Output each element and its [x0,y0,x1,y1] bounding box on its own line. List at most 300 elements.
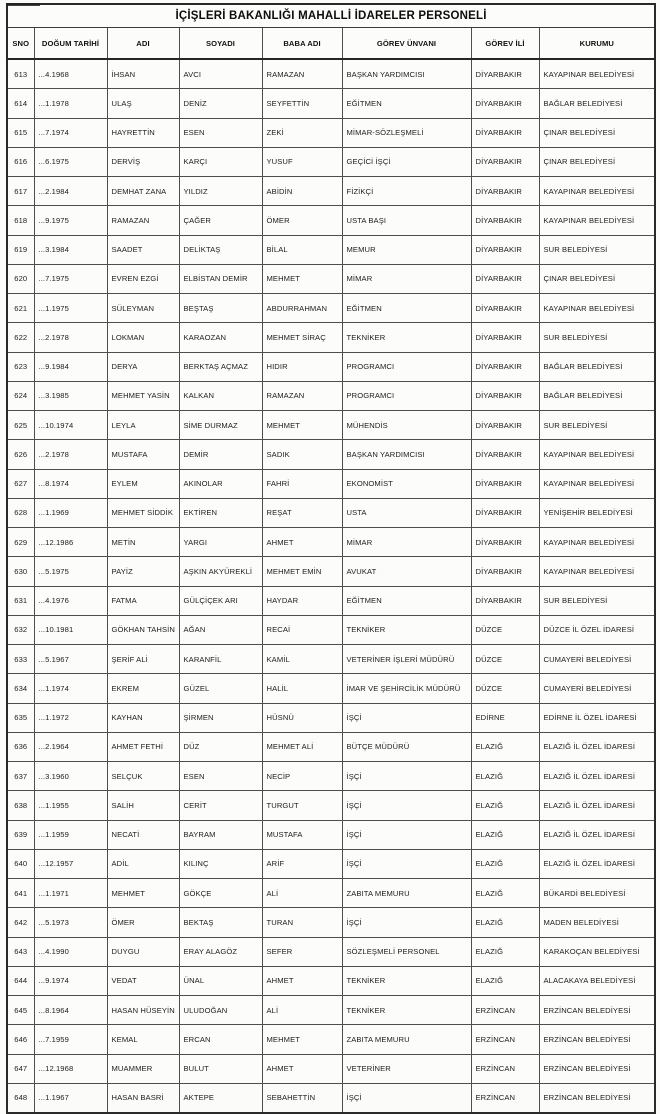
cell-sno: 644 [7,966,34,995]
cell-kurumu: KAYAPINAR BELEDİYESİ [539,294,655,323]
cell-soyadi: KARÇI [179,147,262,176]
cell-dogum-tarihi: ...9.1974 [34,966,107,995]
table-row [7,469,655,498]
cell-baba-adi: SADIK [262,440,342,469]
cell-baba-adi: AHMET [262,1054,342,1083]
cell-sno: 646 [7,1025,34,1054]
cell-adi: VEDAT [107,966,179,995]
cell-dogum-tarihi: ...5.1967 [34,645,107,674]
cell-baba-adi: HÜSNÜ [262,703,342,732]
cell-gorev-ili: DİYARBAKIR [471,352,539,381]
cell-soyadi: BEKTAŞ [179,908,262,937]
cell-dogum-tarihi: ...8.1964 [34,996,107,1025]
cell-adi: AHMET FETHİ [107,732,179,761]
cell-soyadi: ESEN [179,118,262,147]
cell-gorev-unvani: MİMAR [342,264,471,293]
cell-dogum-tarihi: ...1.1955 [34,791,107,820]
cell-sno: 624 [7,381,34,410]
cell-sno: 639 [7,820,34,849]
cell-adi: DERYA [107,352,179,381]
table-row [7,381,655,410]
cell-kurumu: BAĞLAR BELEDİYESİ [539,89,655,118]
cell-gorev-ili: ELAZIĞ [471,791,539,820]
cell-soyadi: EKTİREN [179,498,262,527]
cell-adi: HAYRETTİN [107,118,179,147]
cell-gorev-ili: DİYARBAKIR [471,118,539,147]
table-row [7,411,655,440]
cell-sno: 632 [7,615,34,644]
cell-soyadi: BAYRAM [179,820,262,849]
cell-gorev-unvani: TEKNİKER [342,996,471,1025]
cell-gorev-ili: DİYARBAKIR [471,264,539,293]
cell-adi: EYLEM [107,469,179,498]
cell-dogum-tarihi: ...4.1976 [34,586,107,615]
cell-adi: MEHMET [107,879,179,908]
cell-gorev-ili: DÜZCE [471,615,539,644]
page-title: İÇİŞLERİ BAKANLIĞI MAHALLİ İDARELER PERSONELİ [7,4,655,28]
cell-soyadi: GÜZEL [179,674,262,703]
cell-dogum-tarihi: ...1.1967 [34,1083,107,1113]
cell-gorev-unvani: MİMAR-SÖZLEŞMELİ [342,118,471,147]
cell-gorev-unvani: MİMAR [342,528,471,557]
cell-gorev-unvani: EKONOMİST [342,469,471,498]
cell-kurumu: ERZİNCAN BELEDİYESİ [539,1054,655,1083]
cell-gorev-unvani: AVUKAT [342,557,471,586]
cell-kurumu: ERZİNCAN BELEDİYESİ [539,996,655,1025]
table-row [7,235,655,264]
column-header-gorev-unvani: GÖREV ÜNVANI [342,28,471,60]
cell-kurumu: KAYAPINAR BELEDİYESİ [539,59,655,89]
cell-kurumu: ELAZIĞ İL ÖZEL İDARESİ [539,762,655,791]
table-row [7,615,655,644]
cell-gorev-ili: DİYARBAKIR [471,323,539,352]
cell-soyadi: DELİKTAŞ [179,235,262,264]
cell-kurumu: KAYAPINAR BELEDİYESİ [539,440,655,469]
cell-adi: LOKMAN [107,323,179,352]
cell-kurumu: ELAZIĞ İL ÖZEL İDARESİ [539,820,655,849]
cell-gorev-unvani: FİZİKÇİ [342,177,471,206]
scan-artifact [6,3,40,6]
table-row [7,557,655,586]
table-row [7,674,655,703]
cell-gorev-unvani: TEKNİKER [342,966,471,995]
cell-dogum-tarihi: ...2.1978 [34,440,107,469]
table-row [7,1054,655,1083]
cell-kurumu: KARAKOÇAN BELEDİYESİ [539,937,655,966]
table-body [7,59,655,1113]
cell-baba-adi: HAYDAR [262,586,342,615]
cell-soyadi: KARAOZAN [179,323,262,352]
cell-baba-adi: AHMET [262,528,342,557]
cell-adi: SAADET [107,235,179,264]
cell-gorev-unvani: EĞİTMEN [342,89,471,118]
cell-adi: MEHMET SİDDİK [107,498,179,527]
cell-dogum-tarihi: ...1.1959 [34,820,107,849]
cell-dogum-tarihi: ...9.1984 [34,352,107,381]
cell-baba-adi: ALİ [262,996,342,1025]
cell-baba-adi: REŞAT [262,498,342,527]
cell-gorev-unvani: İMAR VE ŞEHİRCİLİK MÜDÜRÜ [342,674,471,703]
cell-soyadi: ÜNAL [179,966,262,995]
cell-kurumu: ALACAKAYA BELEDİYESİ [539,966,655,995]
cell-kurumu: ÇINAR BELEDİYESİ [539,118,655,147]
cell-sno: 616 [7,147,34,176]
table-row [7,206,655,235]
cell-dogum-tarihi: ...2.1984 [34,177,107,206]
cell-sno: 614 [7,89,34,118]
cell-gorev-ili: DÜZCE [471,645,539,674]
cell-gorev-ili: DİYARBAKIR [471,381,539,410]
cell-baba-adi: MEHMET ALİ [262,732,342,761]
cell-adi: İHSAN [107,59,179,89]
cell-baba-adi: ZEKİ [262,118,342,147]
cell-gorev-unvani: EĞİTMEN [342,294,471,323]
table-row [7,147,655,176]
cell-baba-adi: RAMAZAN [262,381,342,410]
cell-soyadi: YARGI [179,528,262,557]
cell-adi: KEMAL [107,1025,179,1054]
cell-dogum-tarihi: ...3.1985 [34,381,107,410]
cell-dogum-tarihi: ...7.1959 [34,1025,107,1054]
column-header-gorev-ili: GÖREV İLİ [471,28,539,60]
cell-adi: EKREM [107,674,179,703]
cell-adi: DEMHAT ZANA [107,177,179,206]
cell-sno: 637 [7,762,34,791]
cell-adi: ÖMER [107,908,179,937]
cell-sno: 648 [7,1083,34,1113]
cell-gorev-ili: ELAZIĞ [471,762,539,791]
cell-gorev-unvani: VETERİNER [342,1054,471,1083]
cell-dogum-tarihi: ...12.1957 [34,849,107,878]
cell-adi: ADİL [107,849,179,878]
cell-adi: MUAMMER [107,1054,179,1083]
cell-sno: 626 [7,440,34,469]
cell-adi: GÖKHAN TAHSİN [107,615,179,644]
cell-baba-adi: ARİF [262,849,342,878]
cell-adi: LEYLA [107,411,179,440]
cell-soyadi: ÇAĞER [179,206,262,235]
cell-gorev-ili: DİYARBAKIR [471,294,539,323]
cell-dogum-tarihi: ...1.1971 [34,879,107,908]
cell-adi: DUYGU [107,937,179,966]
cell-kurumu: SUR BELEDİYESİ [539,235,655,264]
cell-soyadi: ERCAN [179,1025,262,1054]
cell-gorev-ili: DÜZCE [471,674,539,703]
cell-sno: 631 [7,586,34,615]
column-header-sno: SNO [7,28,34,60]
cell-gorev-ili: ELAZIĞ [471,966,539,995]
table-row [7,440,655,469]
cell-baba-adi: MEHMET [262,1025,342,1054]
cell-gorev-unvani: PROGRAMCI [342,381,471,410]
cell-sno: 643 [7,937,34,966]
cell-baba-adi: MUSTAFA [262,820,342,849]
table-row [7,59,655,89]
table-row [7,177,655,206]
cell-sno: 627 [7,469,34,498]
cell-gorev-ili: ELAZIĞ [471,908,539,937]
cell-kurumu: KAYAPINAR BELEDİYESİ [539,177,655,206]
cell-kurumu: KAYAPINAR BELEDİYESİ [539,469,655,498]
cell-dogum-tarihi: ...9.1975 [34,206,107,235]
cell-gorev-unvani: EĞİTMEN [342,586,471,615]
personnel-table [6,3,656,1114]
table-row [7,89,655,118]
cell-soyadi: BEŞTAŞ [179,294,262,323]
cell-baba-adi: ÖMER [262,206,342,235]
cell-gorev-unvani: TEKNİKER [342,323,471,352]
cell-soyadi: GÖKÇE [179,879,262,908]
cell-baba-adi: TURAN [262,908,342,937]
table-row [7,820,655,849]
cell-dogum-tarihi: ...12.1968 [34,1054,107,1083]
cell-gorev-unvani: MÜHENDİS [342,411,471,440]
cell-soyadi: KALKAN [179,381,262,410]
cell-soyadi: AKINOLAR [179,469,262,498]
cell-gorev-unvani: İŞÇİ [342,703,471,732]
table-row [7,703,655,732]
cell-gorev-unvani: BAŞKAN YARDIMCISI [342,59,471,89]
cell-kurumu: ELAZIĞ İL ÖZEL İDARESİ [539,732,655,761]
cell-dogum-tarihi: ...10.1981 [34,615,107,644]
cell-gorev-unvani: BAŞKAN YARDIMCISI [342,440,471,469]
cell-dogum-tarihi: ...5.1975 [34,557,107,586]
table-row [7,937,655,966]
table-row [7,879,655,908]
cell-sno: 636 [7,732,34,761]
table-row [7,996,655,1025]
cell-gorev-ili: ERZİNCAN [471,1083,539,1113]
cell-baba-adi: ABİDİN [262,177,342,206]
cell-gorev-ili: DİYARBAKIR [471,89,539,118]
cell-baba-adi: MEHMET [262,411,342,440]
cell-gorev-unvani: İŞÇİ [342,908,471,937]
column-header-dogum-tarihi: DOĞUM TARİHİ [34,28,107,60]
cell-sno: 618 [7,206,34,235]
cell-baba-adi: SEYFETTİN [262,89,342,118]
cell-gorev-unvani: İŞÇİ [342,762,471,791]
cell-kurumu: YENİŞEHİR BELEDİYESİ [539,498,655,527]
table-row [7,908,655,937]
cell-dogum-tarihi: ...4.1990 [34,937,107,966]
cell-baba-adi: AHMET [262,966,342,995]
cell-soyadi: YILDIZ [179,177,262,206]
column-headers [7,28,655,60]
cell-adi: HASAN HÜSEYİN [107,996,179,1025]
cell-dogum-tarihi: ...2.1964 [34,732,107,761]
cell-soyadi: DENİZ [179,89,262,118]
cell-soyadi: AŞKIN AKYÜREKLİ [179,557,262,586]
cell-dogum-tarihi: ...1.1974 [34,674,107,703]
cell-kurumu: DÜZCE İL ÖZEL İDARESİ [539,615,655,644]
cell-soyadi: KARANFİL [179,645,262,674]
cell-gorev-ili: EDİRNE [471,703,539,732]
cell-gorev-unvani: PROGRAMCI [342,352,471,381]
cell-soyadi: BULUT [179,1054,262,1083]
table-row [7,498,655,527]
table-row [7,791,655,820]
cell-gorev-ili: DİYARBAKIR [471,147,539,176]
cell-gorev-unvani: TEKNİKER [342,615,471,644]
cell-kurumu: SUR BELEDİYESİ [539,411,655,440]
cell-gorev-ili: DİYARBAKIR [471,557,539,586]
cell-kurumu: BAĞLAR BELEDİYESİ [539,352,655,381]
cell-kurumu: MADEN BELEDİYESİ [539,908,655,937]
cell-soyadi: ERAY ALAGÖZ [179,937,262,966]
cell-gorev-ili: ELAZIĞ [471,937,539,966]
cell-sno: 619 [7,235,34,264]
cell-kurumu: ÇINAR BELEDİYESİ [539,147,655,176]
cell-baba-adi: RECAİ [262,615,342,644]
cell-sno: 641 [7,879,34,908]
table-row [7,586,655,615]
cell-kurumu: SUR BELEDİYESİ [539,323,655,352]
cell-kurumu: ERZİNCAN BELEDİYESİ [539,1083,655,1113]
cell-baba-adi: MEHMET [262,264,342,293]
cell-gorev-ili: ERZİNCAN [471,996,539,1025]
cell-dogum-tarihi: ...6.1975 [34,147,107,176]
cell-soyadi: KILINÇ [179,849,262,878]
cell-gorev-ili: DİYARBAKIR [471,235,539,264]
cell-baba-adi: NECİP [262,762,342,791]
cell-baba-adi: MEHMET SİRAÇ [262,323,342,352]
column-header-baba-adi: BABA ADI [262,28,342,60]
cell-gorev-ili: DİYARBAKIR [471,528,539,557]
cell-kurumu: ELAZIĞ İL ÖZEL İDARESİ [539,849,655,878]
cell-sno: 629 [7,528,34,557]
table-row [7,966,655,995]
cell-adi: SALİH [107,791,179,820]
cell-dogum-tarihi: ...3.1984 [34,235,107,264]
cell-baba-adi: SEBAHETTİN [262,1083,342,1113]
cell-sno: 630 [7,557,34,586]
cell-kurumu: KAYAPINAR BELEDİYESİ [539,206,655,235]
cell-gorev-ili: DİYARBAKIR [471,440,539,469]
cell-dogum-tarihi: ...1.1978 [34,89,107,118]
cell-gorev-unvani: İŞÇİ [342,820,471,849]
cell-baba-adi: RAMAZAN [262,59,342,89]
table-row [7,762,655,791]
cell-soyadi: DEMİR [179,440,262,469]
cell-gorev-unvani: USTA BAŞI [342,206,471,235]
cell-soyadi: DÜZ [179,732,262,761]
cell-dogum-tarihi: ...4.1968 [34,59,107,89]
cell-soyadi: ESEN [179,762,262,791]
cell-adi: METİN [107,528,179,557]
cell-dogum-tarihi: ...7.1975 [34,264,107,293]
cell-dogum-tarihi: ...8.1974 [34,469,107,498]
table-row [7,645,655,674]
cell-dogum-tarihi: ...1.1969 [34,498,107,527]
cell-adi: HASAN BASRİ [107,1083,179,1113]
cell-adi: MEHMET YASİN [107,381,179,410]
cell-dogum-tarihi: ...7.1974 [34,118,107,147]
cell-sno: 635 [7,703,34,732]
cell-gorev-unvani: MEMUR [342,235,471,264]
cell-gorev-unvani: VETERİNER İŞLERİ MÜDÜRÜ [342,645,471,674]
cell-gorev-unvani: İŞÇİ [342,849,471,878]
cell-baba-adi: BİLAL [262,235,342,264]
table-row [7,528,655,557]
cell-sno: 645 [7,996,34,1025]
cell-gorev-unvani: İŞÇİ [342,791,471,820]
cell-gorev-ili: ELAZIĞ [471,732,539,761]
cell-dogum-tarihi: ...1.1975 [34,294,107,323]
cell-baba-adi: ABDURRAHMAN [262,294,342,323]
cell-gorev-ili: DİYARBAKIR [471,59,539,89]
cell-sno: 622 [7,323,34,352]
cell-gorev-ili: ERZİNCAN [471,1054,539,1083]
cell-gorev-unvani: USTA [342,498,471,527]
cell-kurumu: ERZİNCAN BELEDİYESİ [539,1025,655,1054]
cell-gorev-ili: ELAZIĞ [471,820,539,849]
table-row [7,352,655,381]
table-row [7,323,655,352]
cell-baba-adi: MEHMET EMİN [262,557,342,586]
cell-kurumu: ELAZIĞ İL ÖZEL İDARESİ [539,791,655,820]
cell-adi: SÜLEYMAN [107,294,179,323]
cell-sno: 642 [7,908,34,937]
cell-gorev-ili: ELAZIĞ [471,849,539,878]
cell-soyadi: GÜLÇİÇEK ARI [179,586,262,615]
cell-baba-adi: YUSUF [262,147,342,176]
cell-dogum-tarihi: ...5.1973 [34,908,107,937]
cell-kurumu: ÇINAR BELEDİYESİ [539,264,655,293]
cell-kurumu: SUR BELEDİYESİ [539,586,655,615]
cell-gorev-unvani: GEÇİCİ İŞÇİ [342,147,471,176]
cell-dogum-tarihi: ...2.1978 [34,323,107,352]
cell-sno: 623 [7,352,34,381]
cell-soyadi: AKTEPE [179,1083,262,1113]
cell-soyadi: SİME DURMAZ [179,411,262,440]
column-header-soyadi: SOYADI [179,28,262,60]
cell-sno: 621 [7,294,34,323]
cell-soyadi: ŞİRMEN [179,703,262,732]
cell-kurumu: KAYAPINAR BELEDİYESİ [539,557,655,586]
cell-sno: 617 [7,177,34,206]
cell-soyadi: BERKTAŞ AÇMAZ [179,352,262,381]
cell-soyadi: AVCI [179,59,262,89]
cell-gorev-ili: DİYARBAKIR [471,469,539,498]
cell-adi: EVREN EZGİ [107,264,179,293]
cell-sno: 640 [7,849,34,878]
cell-adi: KAYHAN [107,703,179,732]
cell-sno: 620 [7,264,34,293]
cell-gorev-ili: DİYARBAKIR [471,586,539,615]
cell-gorev-ili: DİYARBAKIR [471,206,539,235]
cell-kurumu: CUMAYERİ BELEDİYESİ [539,674,655,703]
cell-sno: 625 [7,411,34,440]
cell-adi: PAYİZ [107,557,179,586]
table-row [7,264,655,293]
cell-baba-adi: TURGUT [262,791,342,820]
cell-kurumu: BAĞLAR BELEDİYESİ [539,381,655,410]
cell-sno: 634 [7,674,34,703]
cell-adi: ULAŞ [107,89,179,118]
column-header-adi: ADI [107,28,179,60]
cell-gorev-ili: DİYARBAKIR [471,411,539,440]
cell-gorev-unvani: SÖZLEŞMELİ PERSONEL [342,937,471,966]
cell-gorev-ili: DİYARBAKIR [471,177,539,206]
cell-gorev-unvani: İŞÇİ [342,1083,471,1113]
cell-gorev-unvani: BÜTÇE MÜDÜRÜ [342,732,471,761]
cell-gorev-ili: ELAZIĞ [471,879,539,908]
cell-sno: 628 [7,498,34,527]
cell-kurumu: CUMAYERİ BELEDİYESİ [539,645,655,674]
table-row [7,732,655,761]
cell-sno: 647 [7,1054,34,1083]
cell-adi: NECATİ [107,820,179,849]
